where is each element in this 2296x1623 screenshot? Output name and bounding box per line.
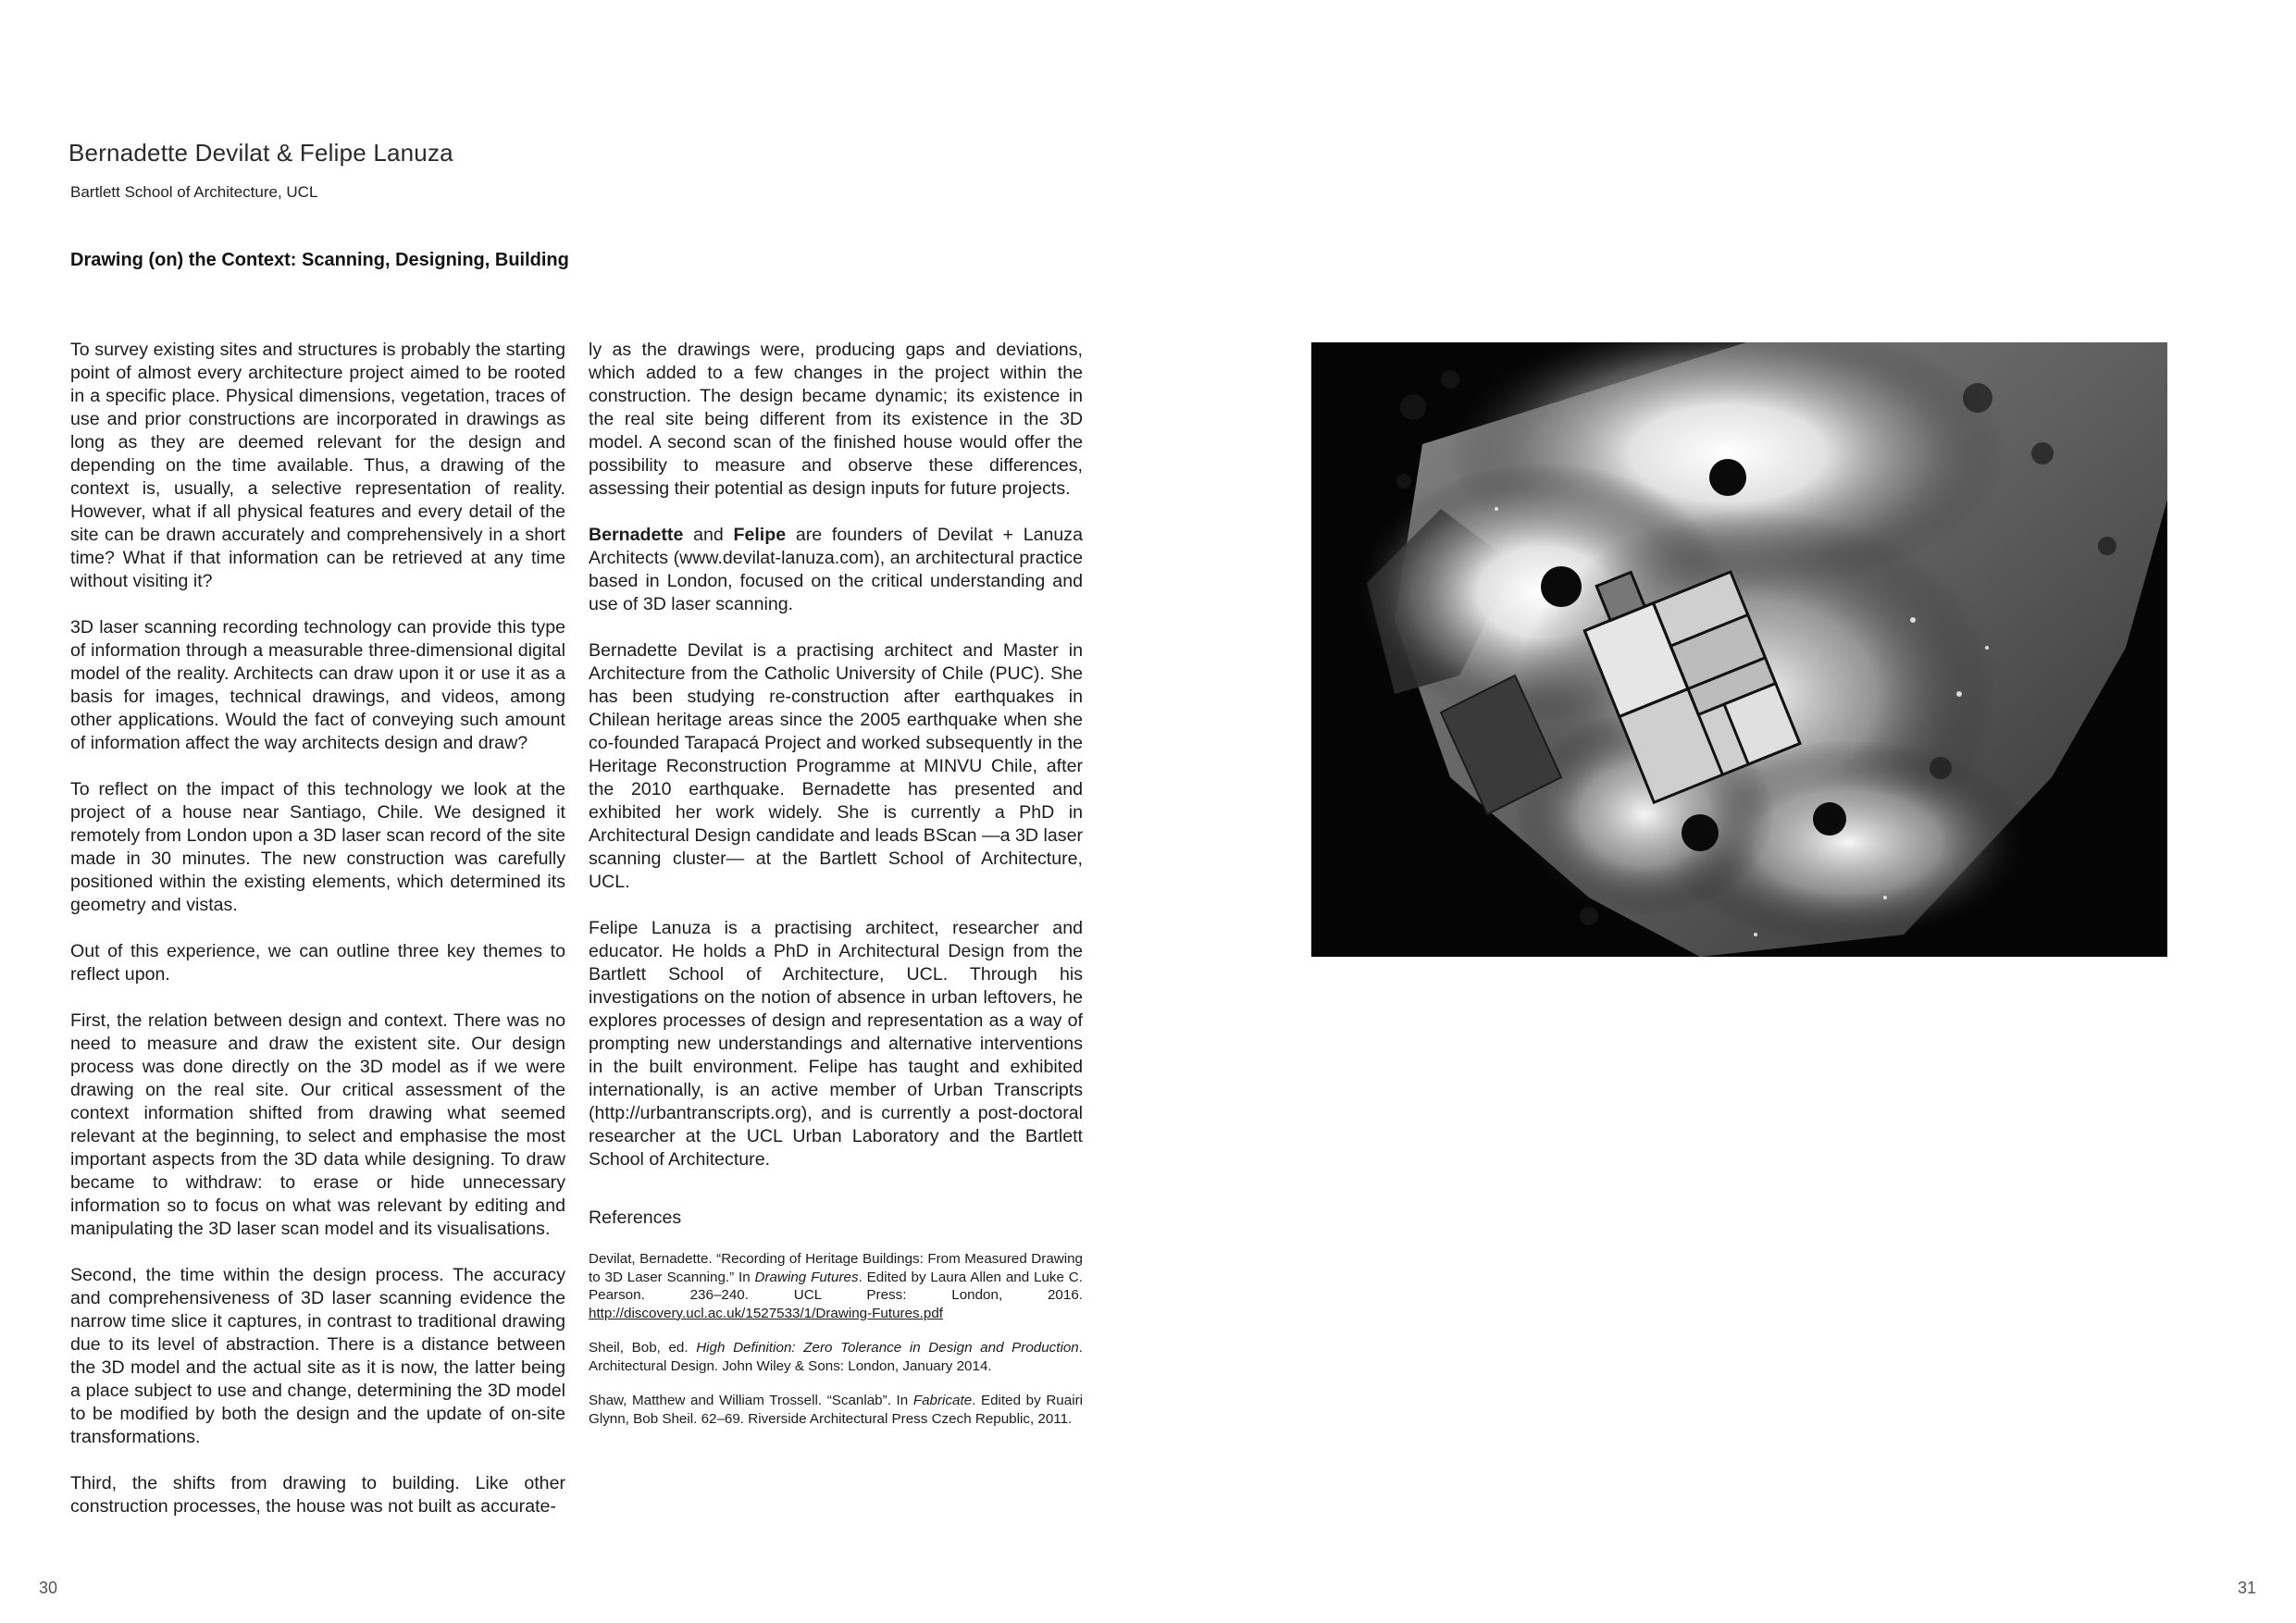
paragraph: 3D laser scanning recording technology can provide this type of information through a measurable three-dimensional digital model of the reality. Architects can draw upon it or use it as a basis for images, technical drawings, and videos, among other applications. Would the fact of conveying such amount of information affect the way architects design and draw? [70, 617, 565, 753]
reference-item [589, 1339, 1083, 1375]
reference-item [589, 1250, 1083, 1322]
references-heading: References [589, 1208, 682, 1228]
paragraph: ly as the drawings were, producing gaps and deviations, which added to a few changes in the project within the construction. The design became dynamic; its existence in the real site being different from its existence in the 3D model. A second scan of the finished house would offer the possibility to measure and observe these differences, assessing their potential as design inputs for future projects. [589, 340, 1083, 499]
page-number-right: 31 [2238, 1579, 2257, 1597]
page-number-left: 30 [39, 1579, 58, 1597]
bio-name-bernadette: Bernadette [589, 525, 684, 545]
bio-name-felipe: Felipe [733, 525, 787, 545]
ref-title: Drawing Futures [754, 1269, 859, 1285]
paragraph: Felipe Lanuza is a practising architect, researcher and educator. He holds a PhD in Architectural Design from the Bartlett School of Architecture, UCL. Through his investigations on the notion of absence in urban leftovers, he explores processes of design and representation as a way of prompting new understandings and alternative interventions in the built environment. Felipe has taught and exhibited internationally, is an active member of Urban Transcripts (http://urbantranscripts.org), and is currently a post-doctoral researcher at the UCL Urban Laboratory and the Bartlett School of Architecture. [589, 918, 1083, 1170]
paragraph: Bernadette Devilat is a practising architect and Master in Architecture from the Catholic University of Chile (PUC). She has been studying re-construction after earthquakes in Chilean heritage areas since the 2005 earthquake when she co-founded Tarapacá Project and worked subsequently in the Heritage Reconstruction Programme at MINVU Chile, after the 2010 earthquake. Bernadette has presented and exhibited her work widely. She is currently a PhD in Architectural Design candidate and leads BScan —a 3D laser scanning cluster— at the Bartlett School of Architecture, UCL. [589, 640, 1083, 892]
authors-heading: Bernadette Devilat & Felipe Lanuza [68, 139, 453, 167]
ref-text: Devilat, Bernadette. “Recording of Heritage Buildings: From Measured Drawing to 3D Laser Scanning.” In [589, 1251, 1083, 1285]
paragraph: Out of this experience, we can outline three key themes to reflect upon. [70, 941, 565, 985]
ref-title: High Definition: Zero Tolerance in Design and Production [696, 1340, 1079, 1356]
affiliation: Bartlett School of Architecture, UCL [70, 183, 318, 201]
ref-title: Fabricate [912, 1393, 973, 1408]
ref-text: . Edited by Laura Allen and Luke C. Pearson. 236–240. UCL Press: London, 2016. [589, 1269, 1083, 1303]
reference-item [589, 1392, 1083, 1428]
text-column-right [589, 339, 1083, 1444]
bio-and: and [683, 525, 734, 545]
paragraph: To reflect on the impact of this technology we look at the project of a house near Santiago, Chile. We designed it remotely from London upon a 3D laser scan record of the site made in 30 minutes. The new construction was carefully positioned within the existing elements, which determined its geometry and vistas. [70, 779, 565, 915]
ref-text: Shaw, Matthew and William Trossell. “Scanlab”. In [589, 1393, 913, 1408]
paragraph: To survey existing sites and structures is probably the starting point of almost every architecture project aimed to be rooted in a specific place. Physical dimensions, vegetation, traces of use and prior constructions are incorporated in drawings as long as they are deemed relevant for the design and depending on the time available. Thus, a drawing of the context is, usually, a selective representation of reality. However, what if all physical features and every detail of the site can be drawn accurately and comprehensively in a short time? What if that information can be retrieved at any time without visiting it? [70, 340, 565, 591]
ref-text: Sheil, Bob, ed. [589, 1340, 697, 1356]
bio-paragraph [589, 524, 1083, 616]
paragraph: Third, the shifts from drawing to building. Like other construction processes, the house was not built as accurate- [70, 1473, 565, 1517]
bio-rest: are founders of Devilat + Lanuza Architects (www.devilat-lanuza.com), an architectural practice based in London, focused on the critical understanding and use of 3D laser scanning. [589, 525, 1083, 614]
ref-text: . Edited by Ruairi Glynn, Bob Sheil. 62–69. Riverside Architectural Press Czech Republic, 2011. [589, 1393, 1083, 1427]
laser-scan-plan-image [1311, 342, 2167, 957]
ref-text: . Architectural Design. John Wiley & Sons: London, January 2014. [589, 1340, 1083, 1374]
text-column-left [70, 339, 565, 1518]
article-title: Drawing (on) the Context: Scanning, Designing, Building [70, 250, 569, 270]
laser-scan-svg [1311, 342, 2167, 957]
paragraph: Second, the time within the design process. The accuracy and comprehensiveness of 3D laser scanning evidence the narrow time slice it captures, in contrast to traditional drawing due to its level of abstraction. There is a distance between the 3D model and the actual site as it is now, the latter being a place subject to use and change, determining the 3D model to be modified by both the design and the update of on-site transformations. [70, 1265, 565, 1447]
paragraph: First, the relation between design and context. There was no need to measure and draw the existent site. Our design process was done directly on the 3D model as if we were drawing on the real site. Our critical assessment of the context information shifted from drawing what seemed relevant at the beginning, to select and emphasise the most important aspects from the 3D data while designing. To draw became to withdraw: to erase or hide unnecessary information so to focus on what was relevant by editing and manipulating the 3D laser scan model and its visualisations. [70, 1010, 565, 1239]
reference-link[interactable]: http://discovery.ucl.ac.uk/1527533/1/Drawing-Futures.pdf [589, 1305, 943, 1321]
